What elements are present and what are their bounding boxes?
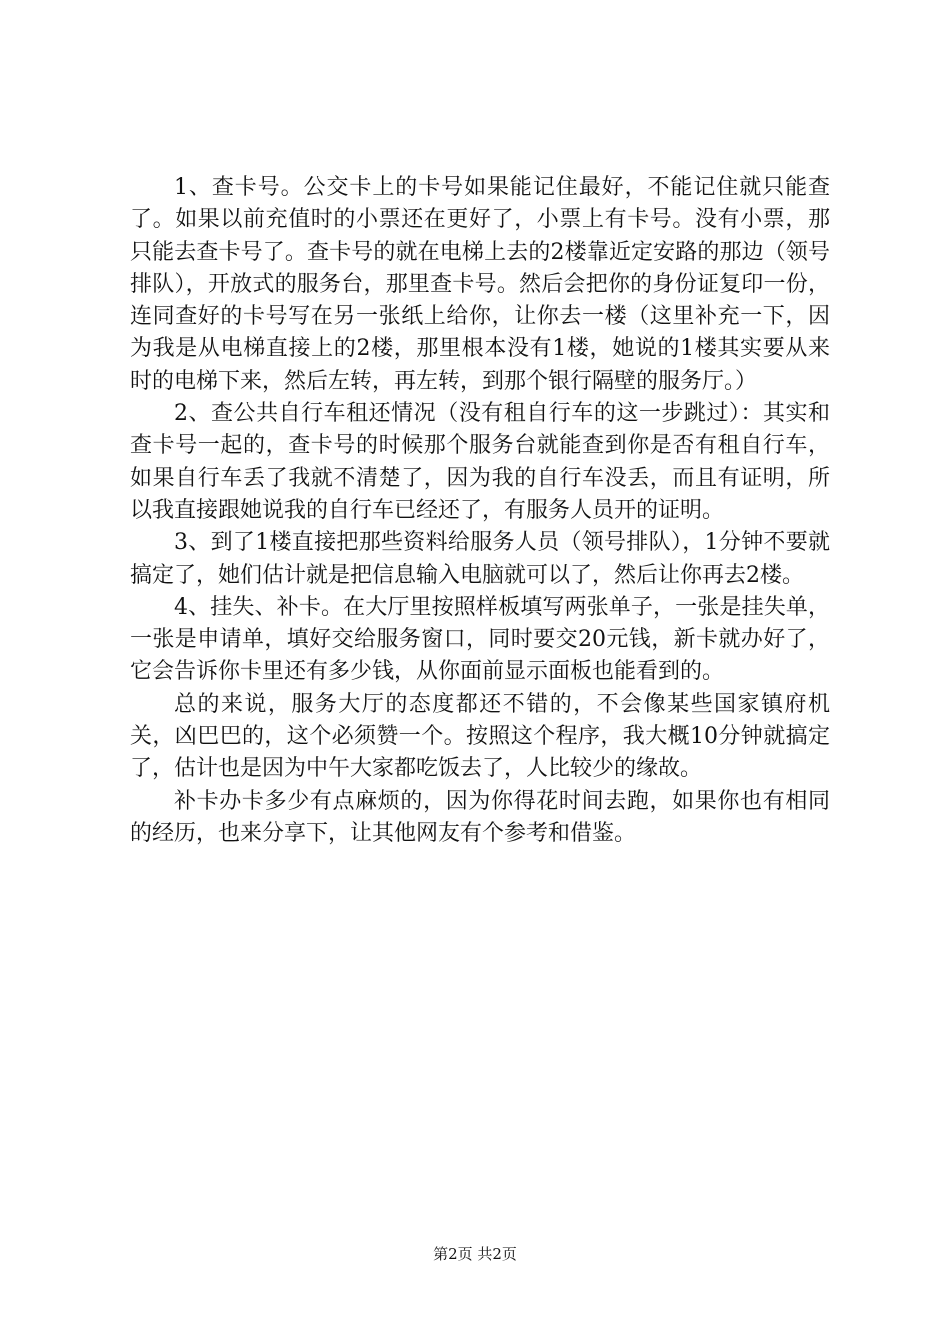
paragraph-closing: 补卡办卡多少有点麻烦的，因为你得花时间去跑，如果你也有相同的经历，也来分享下，让其他网友有个参考和借鉴。 (130, 788, 830, 846)
paragraph-step-1: 1、查卡号。公交卡上的卡号如果能记住最好，不能记住就只能查了。如果以前充值时的小票还在更好了，小票上有卡号。没有小票，那只能去查卡号了。查卡号的就在电梯上去的2楼靠近定安路的那边（领号排队），开放式的服务台，那里查卡号。然后会把你的身份证复印一份，连同查好的卡号写在另一张纸上给你，让你去一楼（这里补充一下，因为我是从电梯直接上的2楼，那里根本没有1楼，她说的1楼其实要从来时的电梯下来，然后左转，再左转，到那个银行隔壁的服务厅。） (130, 175, 830, 394)
paragraph-step-4: 4、挂失、补卡。在大厅里按照样板填写两张单子，一张是挂失单，一张是申请单，填好交给服务窗口，同时要交20元钱，新卡就办好了，它会告诉你卡里还有多少钱，从你面前显示面板也能看到的。 (130, 594, 830, 685)
paragraph-step-3: 3、到了1楼直接把那些资料给服务人员（领号排队），1分钟不要就搞定了，她们估计就是把信息输入电脑就可以了，然后让你再去2楼。 (130, 530, 830, 588)
document-body (130, 172, 830, 850)
paragraph-summary: 总的来说，服务大厅的态度都还不错的，不会像某些国家镇府机关，凶巴巴的，这个必须赞一个。按照这个程序，我大概10分钟就搞定了，估计也是因为中午大家都吃饭去了，人比较少的缘故。 (130, 691, 830, 782)
paragraph-step-2: 2、查公共自行车租还情况（没有租自行车的这一步跳过）：其实和查卡号一起的，查卡号的时候那个服务台就能查到你是否有租自行车，如果自行车丢了我就不清楚了，因为我的自行车没丢，而且有证明，所以我直接跟她说我的自行车已经还了，有服务人员开的证明。 (130, 401, 830, 523)
page-number-footer: 第2页 共2页 (433, 1245, 517, 1263)
